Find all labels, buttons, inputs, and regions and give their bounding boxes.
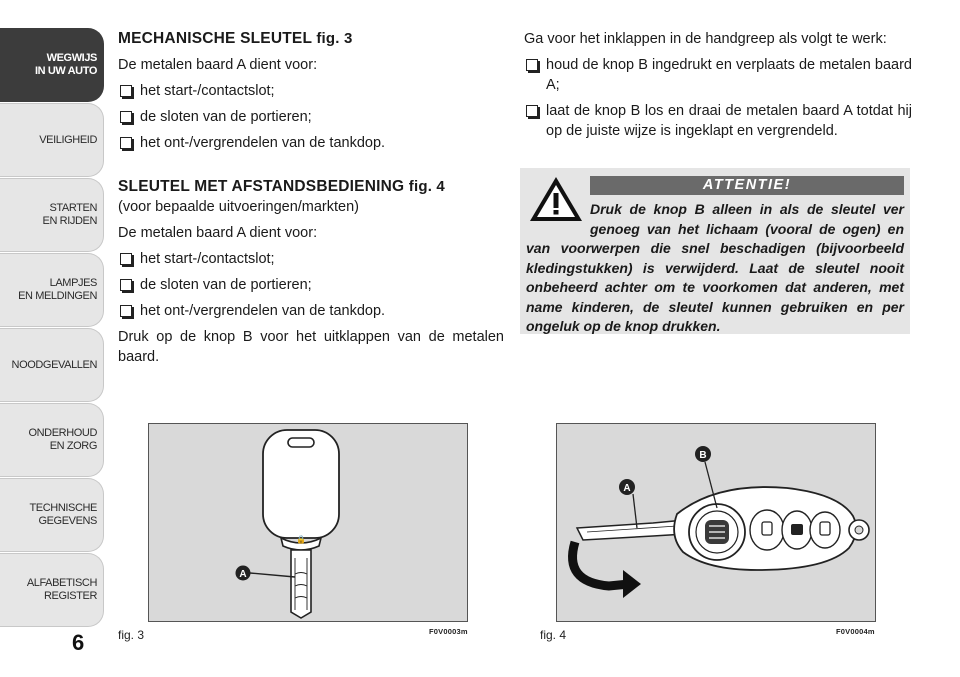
tab-label: ONDERHOUD EN ZORG bbox=[28, 427, 97, 452]
heading-text: SLEUTEL MET AFSTANDSBEDIENING bbox=[118, 178, 405, 195]
figure-3-mechanical-key bbox=[148, 423, 468, 622]
callout-a-label: A bbox=[239, 569, 247, 580]
svg-text:🔒: 🔒 bbox=[296, 535, 306, 544]
warning-title: ATTENTIE! bbox=[590, 176, 904, 195]
figure-4-remote-key bbox=[556, 423, 876, 622]
warning-box bbox=[520, 168, 910, 334]
tab-label: VEILIGHEID bbox=[39, 133, 97, 146]
warning-text: Druk de knop B alleen in als de sleutel ver genoeg van het lichaam (vooral de ogen) en van voorwerpen die snel beschadigen (bijvoorbeeld kledingstukken) is verwijderd. Laat de sleutel nooit onbeheerd achter om te voorkomen dat anderen, met name kinderen, de sleutel kunnen gebruiken en per ongeluk op de knop drukken. bbox=[526, 201, 904, 334]
callout-b-label: B bbox=[699, 450, 707, 461]
list-item: het ont-/vergrendelen van de tankdop. bbox=[118, 301, 504, 321]
tab-noodgevallen[interactable] bbox=[0, 328, 104, 402]
list-item: de sloten van de portieren; bbox=[118, 107, 504, 127]
tab-label: ALFABETISCH REGISTER bbox=[26, 577, 97, 602]
tab-label: WEGWIJS IN UW AUTO bbox=[35, 52, 97, 77]
bullet-list bbox=[524, 55, 912, 141]
list-item: houd de knop B ingedrukt en verplaats de metalen baard A; bbox=[524, 55, 912, 95]
callout-a-label: A bbox=[623, 483, 631, 494]
left-column bbox=[118, 29, 504, 367]
tab-onderhoud-en-zorg[interactable] bbox=[0, 403, 104, 477]
list-item: het ont-/vergrendelen van de tankdop. bbox=[118, 133, 504, 153]
bullet-list bbox=[118, 81, 504, 153]
figure-3-label: fig. 3 bbox=[118, 628, 145, 642]
tab-wegwijs-in-uw-auto[interactable] bbox=[0, 28, 104, 102]
list-item: het start-/contactslot; bbox=[118, 81, 504, 101]
list-item: de sloten van de portieren; bbox=[118, 275, 504, 295]
figure-3-code: F0V0003m bbox=[429, 627, 468, 636]
tab-veiligheid[interactable] bbox=[0, 103, 104, 177]
page-number: 6 bbox=[72, 630, 85, 655]
paragraph: Ga voor het inklappen in de handgreep als volgt te werk: bbox=[524, 31, 887, 47]
section-heading-sleutel-met-afstandsbediening bbox=[118, 177, 504, 197]
paragraph: Druk op de knop B voor het uitklappen van de metalen baard. bbox=[118, 329, 504, 365]
paragraph: De metalen baard A dient voor: bbox=[118, 225, 318, 241]
tab-label: LAMPJES EN MELDINGEN bbox=[18, 277, 97, 302]
section-heading-mechanische-sleutel bbox=[118, 29, 504, 49]
tab-label: STARTEN EN RIJDEN bbox=[42, 202, 97, 227]
paragraph: De metalen baard A dient voor: bbox=[118, 57, 318, 73]
bullet-list bbox=[118, 249, 504, 321]
tab-lampjes-en-meldingen[interactable] bbox=[0, 253, 104, 327]
subheading: (voor bepaalde uitvoeringen/markten) bbox=[118, 199, 359, 215]
heading-text: MECHANISCHE SLEUTEL bbox=[118, 30, 312, 47]
tab-label: TECHNISCHE GEGEVENS bbox=[29, 502, 97, 527]
fig-reference: fig. 3 bbox=[316, 30, 353, 47]
tab-technische-gegevens[interactable] bbox=[0, 478, 104, 552]
list-item: laat de knop B los en draai de metalen baard A totdat hij op de juiste wijze is ingeklapt en vergrendeld. bbox=[524, 101, 912, 141]
right-column bbox=[524, 29, 912, 141]
figure-4-code: F0V0004m bbox=[836, 627, 875, 636]
figure-4-label: fig. 4 bbox=[540, 628, 567, 642]
tab-label: NOODGEVALLEN bbox=[11, 358, 97, 371]
list-item: het start-/contactslot; bbox=[118, 249, 504, 269]
tab-alfabetisch-register[interactable] bbox=[0, 553, 104, 627]
tab-starten-en-rijden[interactable] bbox=[0, 178, 104, 252]
fig-reference: fig. 4 bbox=[408, 178, 445, 195]
